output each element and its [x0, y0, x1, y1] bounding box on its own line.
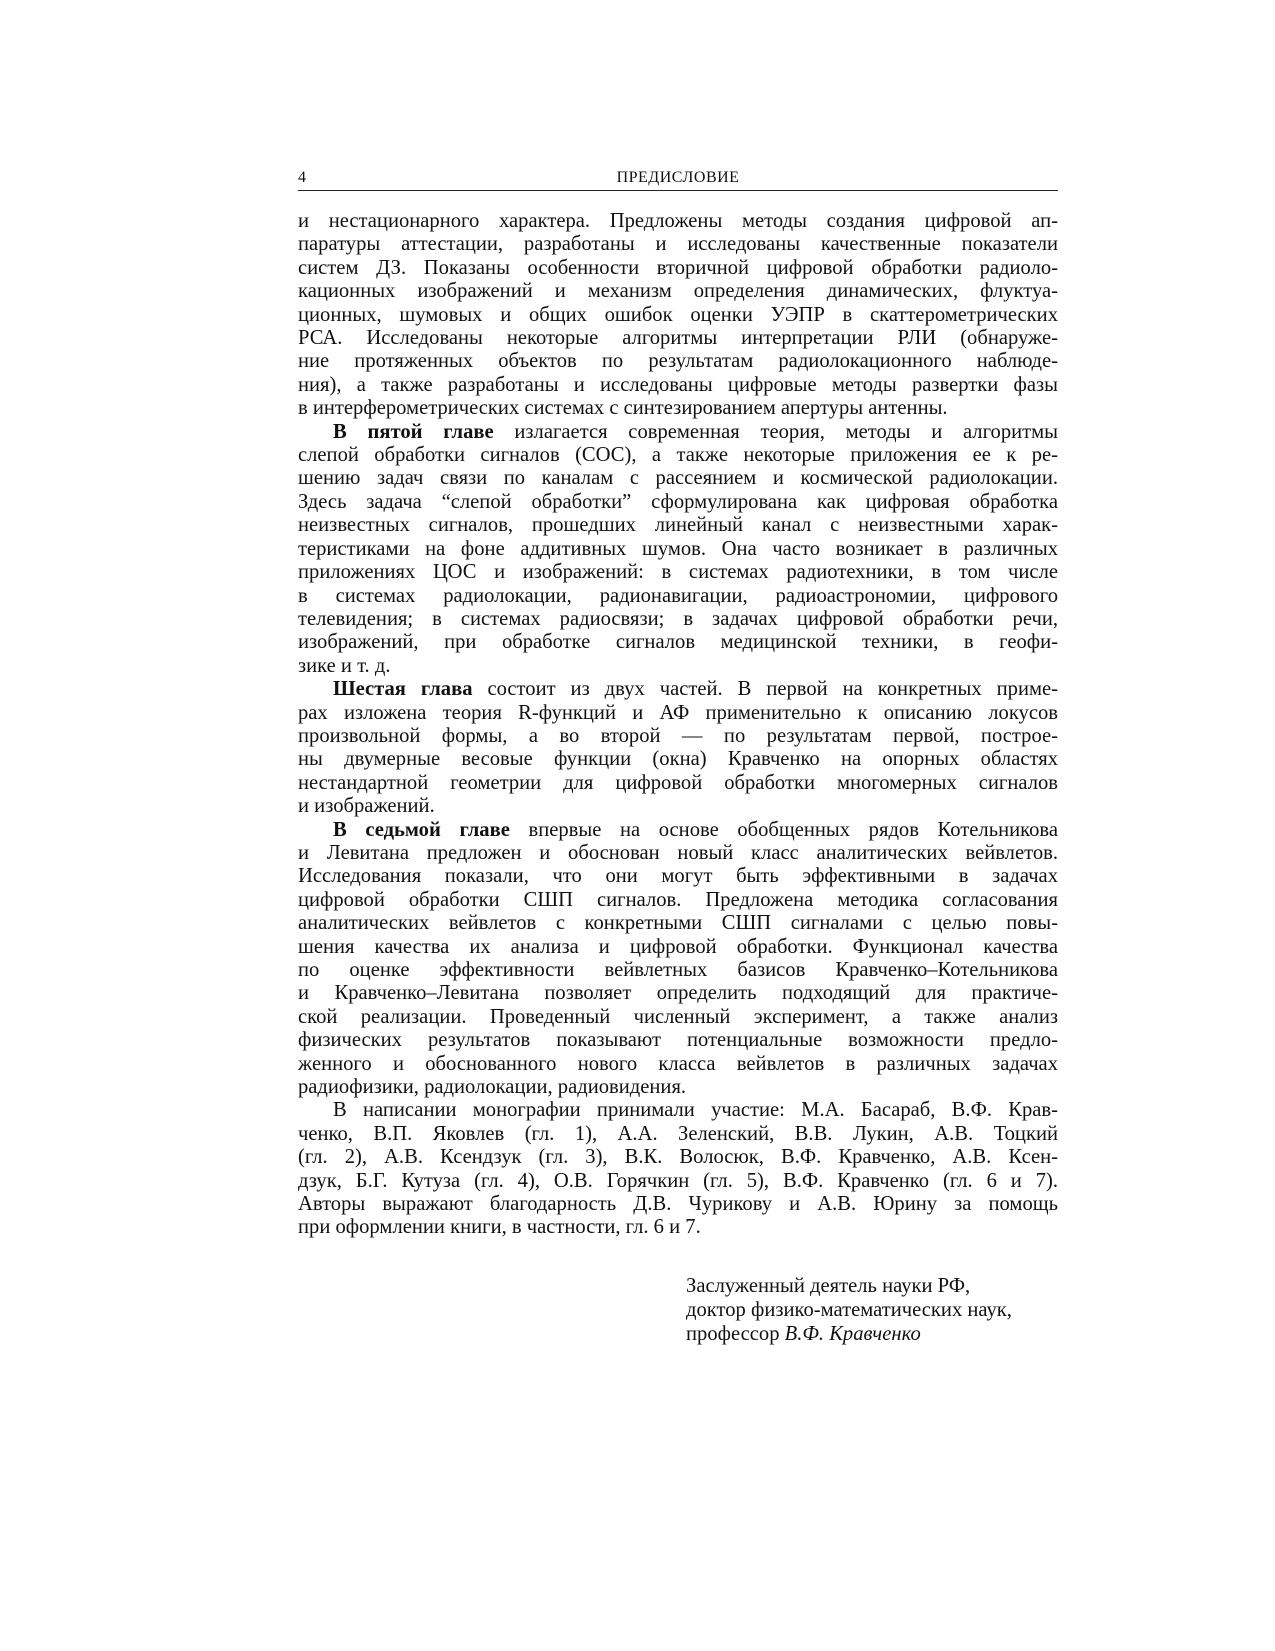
text-line: кационных изображений и механизм определения динамических, флуктуа- — [298, 280, 1058, 303]
paragraph-continuation — [298, 210, 1058, 421]
text-line: физических результатов показывают потенциальные возможности предло- — [298, 1029, 1058, 1052]
running-title: ПРЕДИСЛОВИЕ — [616, 169, 740, 186]
text-line: систем ДЗ. Показаны особенности вторичной цифровой обработки радиоло- — [298, 256, 1058, 279]
text-line: ние протяженных объектов по результатам радиолокационного наблюде- — [298, 350, 1058, 373]
paragraph-chapter-seven — [298, 819, 1058, 1100]
text-line: шению задач связи по каналам с рассеянием и космической радиолокации. — [298, 467, 1058, 490]
text-line: РСА. Исследованы некоторые алгоритмы интерпретации РЛИ (обнаруже- — [298, 327, 1058, 350]
paragraph-contributors — [298, 1099, 1058, 1239]
text-line: цифровой обработки СШП сигналов. Предложена методика согласования — [298, 888, 1058, 911]
text-line: паратуры аттестации, разработаны и исследованы качественные показатели — [298, 233, 1058, 256]
text-line: телевидения; в системах радиосвязи; в задачах цифровой обработки речи, — [298, 607, 1058, 630]
text-line: шения качества их анализа и цифровой обработки. Функционал качества — [298, 935, 1058, 958]
text-line-lead — [298, 678, 1058, 701]
text-line: Авторы выражают благодарность Д.В. Чурикову и А.В. Юрину за помощь — [298, 1193, 1058, 1216]
text-line: ния), а также разработаны и исследованы цифровые методы развертки фазы — [298, 373, 1058, 396]
text-line: нестандартной геометрии для цифровой обработки многомерных сигналов — [298, 771, 1058, 794]
text-line: неизвестных сигналов, прошедших линейный канал с неизвестными харак- — [298, 514, 1058, 537]
text-line: и Левитана предложен и обоснован новый класс аналитических вейвлетов. — [298, 841, 1058, 864]
text-line: слепой обработки сигналов (СОС), а также некоторые приложения ее к ре- — [298, 444, 1058, 467]
text-line: состоит из двух частей. В первой на конкретных приме- — [472, 678, 1058, 701]
text-line: в интерферометрических системах с синтезированием апертуры антенны. — [298, 397, 948, 420]
text-line: по оценке эффективности вейвлетных базисов Кравченко–Котельникова — [298, 959, 1058, 981]
text-line: ционных, шумовых и общих ошибок оценки УЭПР в скаттерометрических — [298, 303, 1058, 326]
text-line: Здесь задача “слепой обработки” сформулирована как цифровая обработка — [298, 490, 1058, 513]
text-line: зике и т. д. — [298, 654, 391, 677]
text-line: и Кравченко–Левитана позволяет определить подходящий для практиче- — [298, 982, 1058, 1005]
text-line: изображений, при обработке сигналов медицинской техники, в геофи- — [298, 631, 1058, 654]
signature-author: В.Ф. Кравченко — [784, 1323, 921, 1345]
signature-title: Заслуженный деятель науки РФ, — [686, 1275, 971, 1297]
paragraph-chapter-five — [298, 421, 1058, 678]
text-line: ченко, В.П. Яковлев (гл. 1), А.А. Зеленский, В.В. Лукин, А.В. Тоцкий — [298, 1122, 1058, 1145]
text-line: и изображений. — [298, 795, 435, 818]
page-number: 4 — [298, 169, 306, 186]
text-line: в системах радиолокации, радионавигации, радиоастрономии, цифрового — [298, 584, 1058, 607]
signature-rank: профессор — [686, 1323, 785, 1345]
text-line: излагается современная теория, методы и алгоритмы — [493, 420, 1059, 443]
text-line-lead — [298, 819, 1058, 842]
chapter-six-heading: Шестая глава — [333, 678, 473, 701]
text-line: приложениях ЦОС и изображений: в системах радиотехники, в том числе — [298, 561, 1058, 584]
paragraph-chapter-six — [298, 678, 1058, 818]
body-text — [298, 210, 1058, 1240]
text-line: произвольной формы, а во второй — по результатам первой, построе- — [298, 724, 1058, 747]
signature-position — [686, 1322, 1058, 1346]
signature-block — [686, 1274, 1058, 1346]
text-line: при оформлении книги, в частности, гл. 6 и 7. — [298, 1216, 701, 1239]
text-line-lead — [298, 421, 1058, 444]
text-line: радиофизики, радиолокации, радиовидения. — [298, 1076, 687, 1099]
text-line: (гл. 2), А.В. Ксендзук (гл. 3), В.К. Волосюк, В.Ф. Кравченко, А.В. Ксен- — [298, 1146, 1058, 1169]
text-line: и нестационарного характера. Предложены методы создания цифровой ап- — [298, 210, 1058, 232]
text-line: рах изложена теория R-функций и АФ применительно к описанию локусов — [298, 701, 1058, 724]
text-line: ской реализации. Проведенный численный эксперимент, а также анализ — [298, 1005, 1058, 1028]
text-line: дзук, Б.Г. Кутуза (гл. 4), О.В. Горячкин (гл. 5), В.Ф. Кравченко (гл. 6 и 7). — [298, 1169, 1058, 1192]
chapter-five-heading: В пятой главе — [333, 420, 494, 443]
text-line: ны двумерные весовые функции (окна) Кравченко на опорных областях — [298, 748, 1058, 771]
text-line: женного и обоснованного нового класса вейвлетов в различных задачах — [298, 1052, 1058, 1075]
text-line: впервые на основе обобщенных рядов Котельникова — [509, 818, 1058, 841]
text-line: аналитических вейвлетов с конкретными СШП сигналами с целью повы- — [298, 912, 1058, 935]
text-line: Исследования показали, что они могут быть эффективными в задачах — [298, 865, 1058, 888]
text-line: теристиками на фоне аддитивных шумов. Она часто возникает в различных — [298, 537, 1058, 560]
running-header — [298, 168, 1058, 191]
text-line: В написании монографии принимали участие: М.А. Басараб, В.Ф. Крав- — [333, 1099, 1058, 1122]
signature-degree: доктор физико-математических наук, — [686, 1299, 1012, 1321]
chapter-seven-heading: В седьмой главе — [333, 818, 510, 841]
